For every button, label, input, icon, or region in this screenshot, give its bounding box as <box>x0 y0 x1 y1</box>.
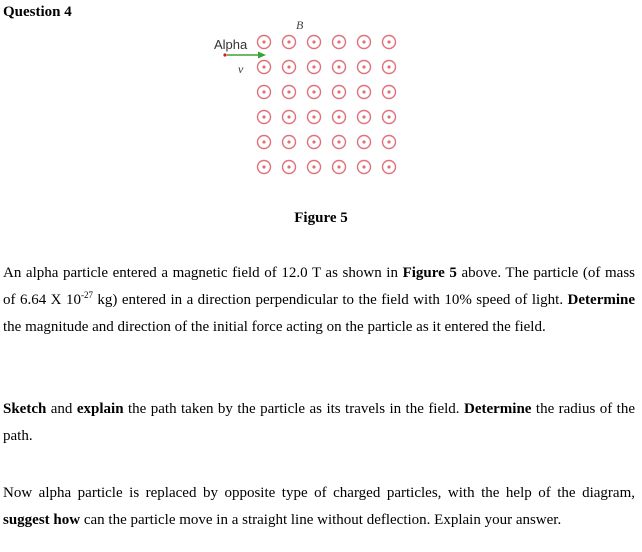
field-out-of-page-icon <box>358 86 371 99</box>
field-out-of-page-icon <box>258 61 271 74</box>
field-out-of-page-icon <box>308 61 321 74</box>
field-out-of-page-icon <box>333 61 346 74</box>
field-out-of-page-icon <box>308 136 321 149</box>
field-out-of-page-icon <box>358 136 371 149</box>
field-out-of-page-icon <box>308 36 321 49</box>
field-out-of-page-icon <box>333 36 346 49</box>
field-out-of-page-icon <box>283 36 296 49</box>
field-out-of-page-icon <box>283 161 296 174</box>
field-out-of-page-icon <box>383 86 396 99</box>
alpha-particle-dot <box>223 53 226 56</box>
field-diagram <box>205 16 420 186</box>
field-out-of-page-icon <box>333 136 346 149</box>
figure-caption: Figure 5 <box>294 210 348 226</box>
field-out-of-page-icon <box>333 86 346 99</box>
field-out-of-page-icon <box>358 161 371 174</box>
particle-label: Alpha <box>214 37 248 52</box>
field-out-of-page-icon <box>383 136 396 149</box>
field-out-of-page-icon <box>358 61 371 74</box>
field-out-of-page-icon <box>283 61 296 74</box>
field-out-of-page-icon <box>308 111 321 124</box>
field-out-of-page-icon <box>258 36 271 49</box>
field-out-of-page-icon <box>383 61 396 74</box>
figure-magnetic-field <box>205 16 420 186</box>
field-out-of-page-icon <box>333 111 346 124</box>
field-out-of-page-icon <box>283 111 296 124</box>
field-out-of-page-icon <box>383 161 396 174</box>
field-out-of-page-icon <box>383 36 396 49</box>
velocity-label: v⃗ <box>238 62 253 76</box>
paragraph-2: Sketch and explain the path taken by the particle as its travels in the field. Determine the radius of the path. <box>3 401 635 444</box>
field-out-of-page-icon <box>258 111 271 124</box>
field-out-of-page-icon <box>258 86 271 99</box>
field-out-of-page-icon <box>283 86 296 99</box>
field-out-of-page-icon <box>258 161 271 174</box>
field-out-of-page-icon <box>383 111 396 124</box>
field-out-of-page-icon <box>333 161 346 174</box>
field-out-of-page-icon <box>358 111 371 124</box>
field-label: B <box>296 18 304 32</box>
field-out-of-page-icon <box>258 136 271 149</box>
paragraph-1: An alpha particle entered a magnetic field of 12.0 T as shown in Figure 5 above. The particle (of mass of 6.64 X $10^{-27}$ kg) entered in a direction perpendicular to the field with 10% speed of light. Determine the magnitude and direction of the initial force acting on the particle as it entered the field. <box>3 265 636 335</box>
field-out-of-page-icon <box>283 136 296 149</box>
paragraph-3: Now alpha particle is replaced by opposite type of charged particles, with the help of the diagram, suggest how can the particle move in a straight line without deflection. Explain your answer. <box>3 485 635 528</box>
velocity-arrow-head <box>258 52 266 59</box>
field-out-of-page-icon <box>308 161 321 174</box>
magnetic-field-grid <box>258 36 396 174</box>
field-out-of-page-icon <box>358 36 371 49</box>
question-title: Question 4 <box>3 4 72 20</box>
field-out-of-page-icon <box>308 86 321 99</box>
